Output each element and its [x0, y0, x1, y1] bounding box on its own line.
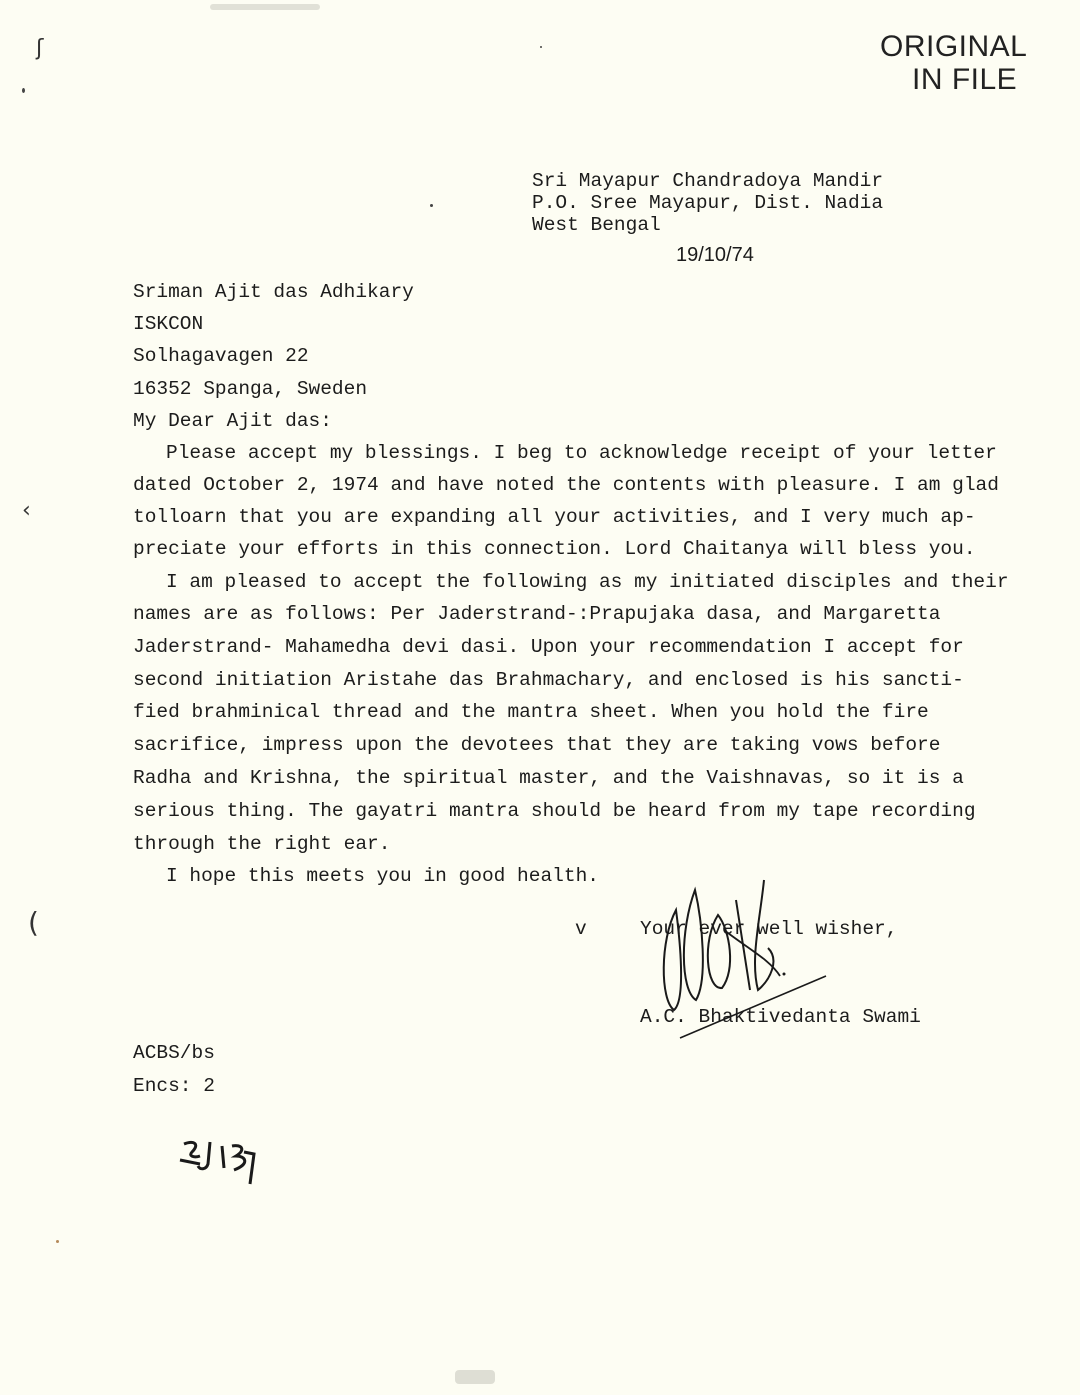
handwritten-signature — [640, 870, 840, 1040]
salutation: My Dear Ajit das: — [133, 410, 332, 432]
sender-line-1: Sri Mayapur Chandradoya Mandir — [532, 170, 884, 192]
typist-initials: ACBS/bs — [133, 1042, 215, 1064]
body-line: Jaderstrand- Mahamedha devi dasi. Upon your recommendation I accept for — [133, 636, 964, 658]
body-line: preciate your efforts in this connection. Lord Chaitanya will bless you. — [133, 538, 976, 560]
speck-2 — [430, 204, 433, 207]
body-line: second initiation Aristahe das Brahmachary, and enclosed is his sancti- — [133, 669, 964, 691]
enclosures: Encs: 2 — [133, 1075, 215, 1097]
closing-mark: v — [575, 918, 587, 940]
margin-mark-middle: ‹ — [22, 498, 31, 523]
speck-4 — [56, 1240, 59, 1243]
speck-3 — [540, 46, 542, 48]
body-line: serious thing. The gayatri mantra should be heard from my tape recording — [133, 800, 976, 822]
recipient-line-4: 16352 Spanga, Sweden — [133, 378, 368, 400]
speck-1 — [22, 88, 25, 93]
body-line: Please accept my blessings. I beg to acknowledge receipt of your letter — [166, 442, 997, 464]
handwritten-filing-mark — [170, 1130, 270, 1190]
recipient-line-3: Solhagavagen 22 — [133, 345, 309, 367]
body-line: through the right ear. — [133, 833, 391, 855]
body-line: Radha and Krishna, the spiritual master, and the Vaishnavas, so it is a — [133, 767, 964, 789]
letter-date: 19/10/74 — [676, 244, 754, 266]
body-line: tolloarn that you are expanding all your activities, and I very much ap- — [133, 506, 976, 528]
stamp-line-2: IN FILE — [912, 63, 1018, 96]
scan-noise-top — [210, 4, 320, 10]
valediction: Your ever well wisher, — [640, 918, 898, 940]
recipient-line-1: Sriman Ajit das Adhikary — [133, 281, 414, 303]
original-in-file-stamp — [880, 30, 1040, 96]
signatory-name: A.C. Bhaktivedanta Swami — [640, 1006, 921, 1028]
closing-paragraph: I hope this meets you in good health. — [166, 865, 599, 887]
body-line: fied brahminical thread and the mantra sheet. When you hold the fire — [133, 701, 929, 723]
body-line: sacrifice, impress upon the devotees that they are taking vows before — [133, 734, 941, 756]
recipient-line-2: ISKCON — [133, 313, 204, 335]
margin-mark-paren: ( — [28, 906, 39, 939]
margin-mark-top: ʃ — [36, 36, 44, 61]
scan-noise-bottom — [455, 1370, 495, 1384]
sender-line-2: P.O. Sree Mayapur, Dist. Nadia — [532, 192, 884, 214]
body-line: dated October 2, 1974 and have noted the contents with pleasure. I am glad — [133, 474, 999, 496]
sender-line-3: West Bengal — [532, 214, 661, 236]
body-line: names are as follows: Per Jaderstrand-:Prapujaka dasa, and Margaretta — [133, 603, 941, 625]
body-line: I am pleased to accept the following as my initiated disciples and their — [166, 571, 1009, 593]
stamp-line-1: ORIGINAL — [880, 30, 1028, 63]
